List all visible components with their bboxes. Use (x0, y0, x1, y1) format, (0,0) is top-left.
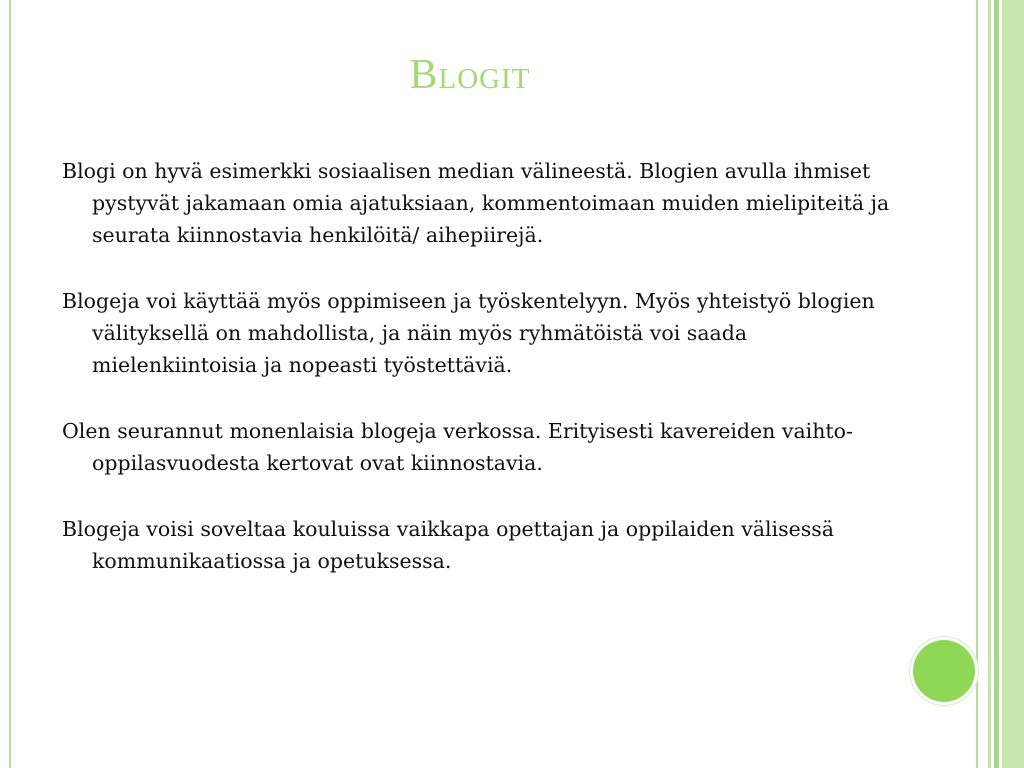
right-decorative-band (985, 0, 1024, 768)
right-frame-line (976, 0, 978, 768)
paragraph-4: Blogeja voisi soveltaa kouluissa vaikkapa opettajan ja oppilaiden välisessä kommunikaatiossa ja opetuksessa. (62, 517, 835, 573)
paragraph-1: Blogi on hyvä esimerkki sosiaalisen median välineestä. Blogien avulla ihmiset pystyvät jakamaan omia ajatuksiaan, kommentoimaan muiden mielipiteitä ja seurata kiinnostavia henkilöitä/ aihepiirejä. (62, 159, 890, 247)
paragraph-3: Olen seurannut monenlaisia blogeja verkossa. Erityisesti kavereiden vaihto-oppilasvuodesta kertovat ovat kiinnostavia. (62, 419, 853, 475)
paragraph-2: Blogeja voi käyttää myös oppimiseen ja työskentelyyn. Myös yhteistyö blogien välityksellä on mahdollista, ja näin myös ryhmätöistä voi saada mielenkiintoisia ja nopeasti työstettäviä. (62, 289, 875, 377)
decorative-circle-icon (913, 640, 975, 702)
slide-title: Blogit (409, 52, 531, 98)
left-frame-line (9, 0, 11, 768)
slide-content (62, 155, 912, 611)
